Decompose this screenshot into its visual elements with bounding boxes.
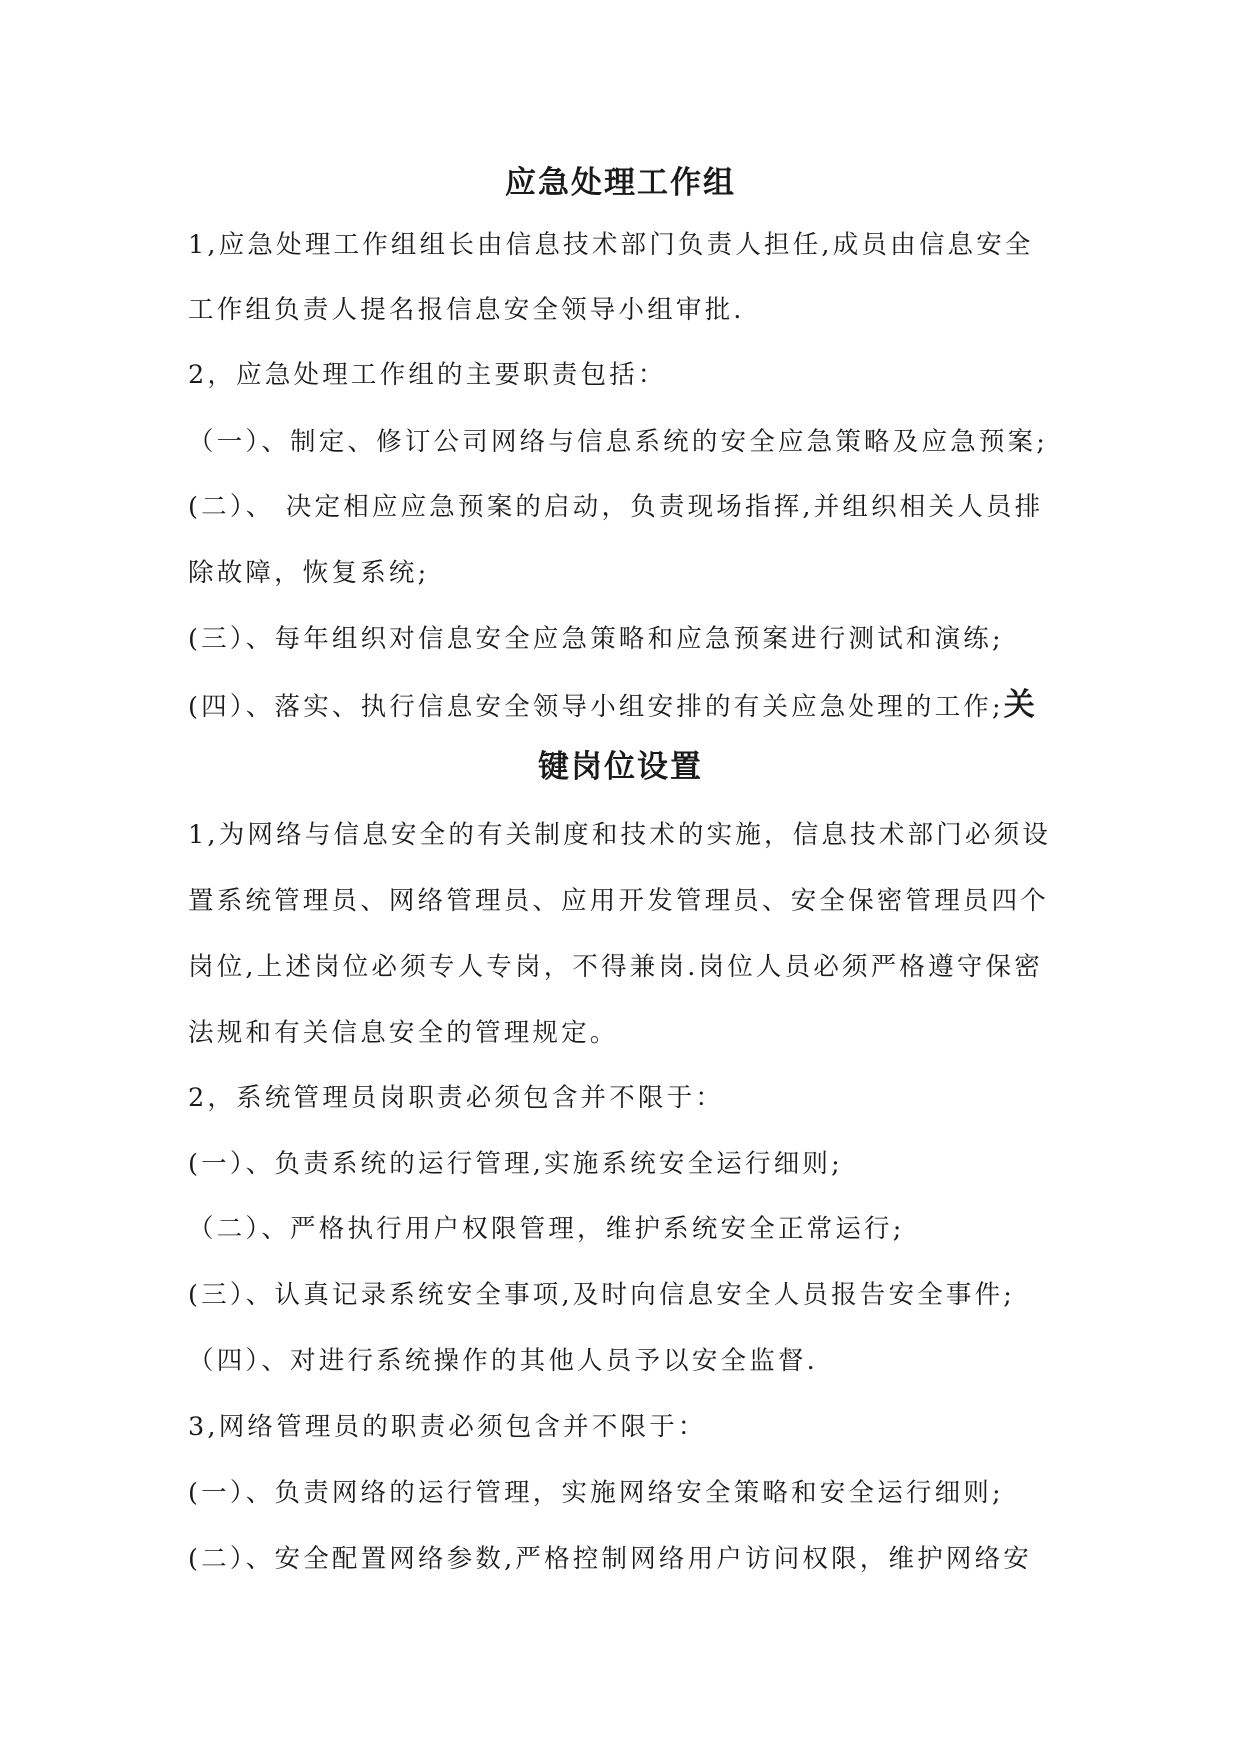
paragraph-line: (一）、负责网络的运行管理，实施网络安全策略和安全运行细则; bbox=[188, 1478, 1004, 1508]
paragraph-line: （二）、严格执行用户权限管理，维护系统安全正常运行; bbox=[188, 1214, 905, 1244]
paragraph-line: 法规和有关信息安全的管理规定。 bbox=[188, 1018, 619, 1048]
paragraph-line: 1,应急处理工作组组长由信息技术部门负责人担任,成员由信息安全 bbox=[188, 230, 1034, 260]
paragraph-line: 2，系统管理员岗职责必须包含并不限于： bbox=[188, 1083, 725, 1113]
section-title-key-positions: 键岗位设置 bbox=[538, 749, 703, 785]
paragraph-line: （四）、对进行系统操作的其他人员予以安全监督. bbox=[188, 1346, 818, 1376]
paragraph-text: (四）、落实、执行信息安全领导小组安排的有关应急处理的工作; bbox=[188, 692, 1004, 722]
paragraph-line: （一）、制定、修订公司网络与信息系统的安全应急策略及应急预案; bbox=[188, 427, 1049, 457]
paragraph-line: (三）、认真记录系统安全事项,及时向信息安全人员报告安全事件; bbox=[188, 1280, 1016, 1310]
paragraph-line: (二）、安全配置网络参数,严格控制网络用户访问权限，维护网络安 bbox=[188, 1544, 1033, 1574]
paragraph-line: 除故障，恢复系统; bbox=[188, 558, 430, 588]
section-title-emergency-group: 应急处理工作组 bbox=[505, 165, 736, 201]
heading-first-char: 关 bbox=[1003, 687, 1035, 723]
paragraph-line: (一）、负责系统的运行管理,实施系统安全运行细则; bbox=[188, 1149, 843, 1179]
paragraph-line: 置系统管理员、网络管理员、应用开发管理员、安全保密管理员四个 bbox=[188, 886, 1050, 916]
paragraph-line: (三）、每年组织对信息安全应急策略和应急预案进行测试和演练; bbox=[188, 624, 1004, 654]
paragraph-line: 岗位,上述岗位必须专人专岗，不得兼岗.岗位人员必须严格遵守保密 bbox=[188, 952, 1043, 982]
paragraph-line bbox=[188, 687, 1035, 725]
paragraph-line: 3,网络管理员的职责必须包含并不限于： bbox=[188, 1412, 707, 1442]
paragraph-line: 2，应急处理工作组的主要职责包括： bbox=[188, 360, 667, 390]
paragraph-line: (二）、 决定相应应急预案的启动，负责现场指挥,并组织相关人员排 bbox=[188, 492, 1044, 522]
paragraph-line: 1,为网络与信息安全的有关制度和技术的实施，信息技术部门必须设 bbox=[188, 820, 1052, 850]
paragraph-line: 工作组负责人提名报信息安全领导小组审批. bbox=[188, 295, 745, 325]
